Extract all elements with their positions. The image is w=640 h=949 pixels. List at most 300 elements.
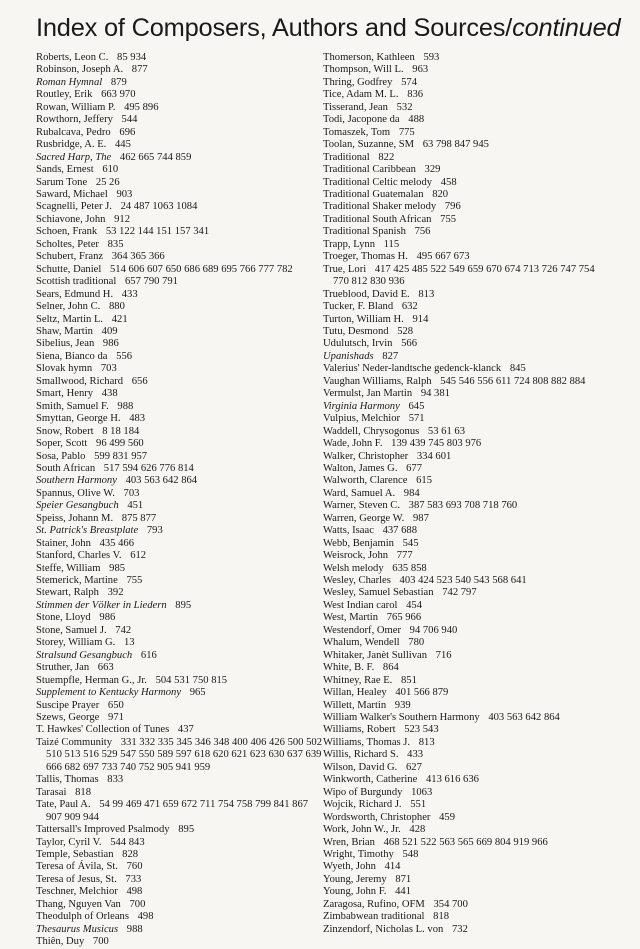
entry-pages: 334 601 xyxy=(416,450,452,462)
index-entry xyxy=(323,824,613,836)
entry-name: Routley, Erik xyxy=(36,89,93,101)
entry-pages: 8 18 184 xyxy=(102,425,140,437)
entry-name: Thomerson, Kathleen xyxy=(323,52,415,63)
index-entry xyxy=(36,774,326,786)
entry-pages: 364 365 366 xyxy=(111,251,165,263)
entry-name: Traditional Spanish xyxy=(323,226,406,238)
index-entry xyxy=(323,289,613,301)
entry-pages: 780 xyxy=(408,637,425,649)
entry-pages: 875 877 xyxy=(121,512,157,524)
index-entry xyxy=(323,724,613,736)
page-title xyxy=(36,12,621,44)
entry-pages: 703 xyxy=(123,487,140,499)
entry-pages: 645 xyxy=(408,400,425,412)
entry-name: Wren, Brian xyxy=(323,836,375,848)
index-entry xyxy=(323,52,613,64)
entry-name: Wade, John F. xyxy=(323,438,383,450)
entry-name: Stralsund Gesangbuch xyxy=(36,649,133,661)
entry-name: Zaragosa, Rufino, OFM xyxy=(323,898,425,910)
entry-pages: 733 xyxy=(125,873,142,885)
index-entry xyxy=(36,264,326,276)
entry-name: Troeger, Thomas H. xyxy=(323,251,408,263)
index-column-right xyxy=(323,52,613,936)
index-entry xyxy=(323,214,613,226)
entry-pages: 96 499 560 xyxy=(96,438,144,450)
entry-pages: 732 xyxy=(451,923,468,935)
entry-name: Warren, George W. xyxy=(323,512,405,524)
entry-pages: 914 xyxy=(412,313,429,325)
entry-name: Walworth, Clarence xyxy=(323,475,408,487)
entry-pages: 988 xyxy=(126,923,143,935)
entry-pages: 414 xyxy=(384,861,401,873)
entry-pages: 610 xyxy=(102,164,119,176)
entry-pages: 615 xyxy=(416,475,432,487)
index-entry xyxy=(323,376,613,388)
entry-name: Sosa, Pablo xyxy=(36,450,86,462)
entry-name: Taylor, Cyril V. xyxy=(36,836,102,848)
entry-name: Stemerick, Martine xyxy=(36,575,118,587)
entry-name: St. Patrick's Breastplate xyxy=(36,525,139,537)
index-entry xyxy=(323,700,613,712)
index-entry xyxy=(36,500,326,512)
entry-name: Smart, Henry xyxy=(36,388,94,400)
entry-pages: 864 xyxy=(382,662,399,674)
entry-name: Willan, Healey xyxy=(323,687,387,699)
entry-name: Sears, Edmund H. xyxy=(36,288,114,300)
index-entry xyxy=(36,662,326,674)
entry-name: Snow, Robert xyxy=(36,425,94,437)
entry-name: Zinzendorf, Nicholas L. von xyxy=(323,923,444,935)
entry-pages: 1063 xyxy=(411,786,433,798)
entry-name: Roman Hymnal xyxy=(36,76,103,88)
entry-name: Sarum Tone xyxy=(36,176,88,188)
entry-name: Smallwood, Richard xyxy=(36,375,124,387)
index-entry xyxy=(323,612,613,624)
entry-pages: 514 606 607 650 686 689 695 766 777 782 xyxy=(109,263,293,275)
index-entry xyxy=(323,201,613,213)
index-entry xyxy=(36,550,326,562)
index-entry xyxy=(323,550,613,562)
index-entry xyxy=(323,326,613,338)
entry-name: Steffe, William xyxy=(36,562,101,574)
index-entry xyxy=(323,662,613,674)
entry-pages: 517 594 626 776 814 xyxy=(103,462,194,474)
index-entry xyxy=(323,861,613,873)
entry-name: Willis, Richard S. xyxy=(323,749,399,761)
page-title-continued: continued xyxy=(512,14,621,42)
entry-pages: 544 xyxy=(121,114,138,126)
index-entry xyxy=(36,164,326,176)
entry-name: Traditional South African xyxy=(323,213,432,225)
entry-name: Taizé Community xyxy=(36,736,113,748)
entry-pages: 445 xyxy=(114,139,131,151)
entry-name: Smith, Samuel F. xyxy=(36,400,109,412)
index-entry xyxy=(36,289,326,301)
entry-pages: 403 424 523 540 543 568 641 xyxy=(399,575,527,587)
index-entry xyxy=(36,189,326,201)
index-entry xyxy=(323,625,613,637)
entry-pages: 483 xyxy=(129,413,146,425)
entry-pages: 657 790 791 xyxy=(124,276,178,288)
entry-pages: 965 xyxy=(189,687,206,699)
index-entry xyxy=(36,438,326,450)
index-entry xyxy=(36,226,326,238)
entry-pages: 545 xyxy=(402,537,419,549)
index-entry xyxy=(323,438,613,450)
entry-pages: 523 543 xyxy=(404,724,439,736)
index-entry xyxy=(323,226,613,238)
entry-name: Traditional Celtic melody xyxy=(323,176,433,188)
index-entry xyxy=(323,899,613,911)
index-entry xyxy=(323,388,613,400)
entry-pages: 963 xyxy=(412,64,429,76)
entry-pages: 437 688 xyxy=(382,525,418,537)
index-entry xyxy=(36,861,326,873)
entry-pages: 331 332 335 345 346 348 400 406 426 500 502 510 513 516 529 547 550 589 597 618 620 621 623 630 637 639 666 682 697 733 740 752 905 941 959 xyxy=(46,736,322,773)
entry-name: Traditional Shaker melody xyxy=(323,201,437,213)
entry-name: Thesaurus Musicus xyxy=(36,923,119,935)
index-entry xyxy=(36,837,326,849)
entry-pages: 488 xyxy=(408,114,425,126)
entry-name: Williams, Robert xyxy=(323,724,396,736)
entry-name: Scholtes, Peter xyxy=(36,238,99,250)
entry-pages: 871 xyxy=(395,873,412,885)
entry-pages: 548 xyxy=(402,849,419,860)
entry-name: Vaughan Williams, Ralph xyxy=(323,375,432,387)
index-entry xyxy=(323,587,613,599)
entry-name: Slovak hymn xyxy=(36,363,93,375)
index-entry xyxy=(36,675,326,687)
index-entry xyxy=(323,314,613,326)
entry-name: Webb, Benjamin xyxy=(323,537,394,549)
entry-name: Warner, Steven C. xyxy=(323,500,400,512)
index-entry xyxy=(323,837,613,849)
entry-name: West Indian carol xyxy=(323,599,398,611)
entry-pages: 417 425 485 522 549 659 670 674 713 726 747 754 770 812 830 936 xyxy=(333,263,595,288)
index-entry xyxy=(36,363,326,375)
entry-name: Winkworth, Catherine xyxy=(323,774,418,786)
entry-name: T. Hawkes' Collection of Tunes xyxy=(36,724,170,736)
entry-name: Whitney, Rae E. xyxy=(323,674,393,686)
entry-name: Walker, Christopher xyxy=(323,450,409,462)
entry-pages: 663 xyxy=(97,662,114,674)
entry-name: Udulutsch, Irvin xyxy=(323,338,393,350)
index-entry xyxy=(323,363,613,375)
entry-name: Speier Gesangbuch xyxy=(36,500,119,512)
index-entry xyxy=(323,102,613,114)
entry-name: Speiss, Johann M. xyxy=(36,512,114,524)
entry-pages: 827 xyxy=(382,350,399,362)
entry-pages: 879 xyxy=(110,76,127,88)
entry-name: Valerius' Neder-landtsche gedenck-klanck xyxy=(323,363,502,375)
entry-name: Schubert, Franz xyxy=(36,251,104,263)
entry-name: Weisrock, John xyxy=(323,550,389,562)
entry-name: Wesley, Charles xyxy=(323,575,391,587)
entry-name: Trapp, Lynn xyxy=(323,238,375,250)
entry-name: Suscipe Prayer xyxy=(36,699,100,711)
entry-pages: 755 xyxy=(440,213,457,225)
entry-name: Szews, George xyxy=(36,712,100,724)
entry-pages: 939 xyxy=(394,699,411,711)
entry-name: Virginia Harmony xyxy=(323,400,400,412)
entry-name: Whitaker, Janèt Sullivan xyxy=(323,649,428,661)
entry-pages: 986 xyxy=(102,338,119,350)
entry-pages: 437 xyxy=(177,724,194,736)
index-entry xyxy=(323,525,613,537)
index-entry xyxy=(323,251,613,263)
entry-pages: 650 xyxy=(107,699,124,711)
index-entry xyxy=(323,812,613,824)
index-entry xyxy=(36,401,326,413)
entry-name: Sacred Harp, The xyxy=(36,151,112,163)
index-entry xyxy=(323,114,613,126)
entry-name: Wojcik, Richard J. xyxy=(323,799,402,811)
index-entry xyxy=(323,924,613,936)
entry-pages: 677 xyxy=(406,462,423,474)
entry-pages: 139 439 745 803 976 xyxy=(391,438,482,450)
index-entry xyxy=(323,338,613,350)
entry-name: Tisserand, Jean xyxy=(323,101,388,113)
entry-name: Supplement to Kentucky Harmony xyxy=(36,687,182,699)
entry-name: Turton, William H. xyxy=(323,313,404,325)
index-entry xyxy=(323,177,613,189)
entry-pages: 822 xyxy=(378,151,395,163)
index-entry xyxy=(323,799,613,811)
entry-name: Work, John W., Jr. xyxy=(323,824,401,836)
index-entry xyxy=(323,401,613,413)
entry-pages: 912 xyxy=(114,213,130,225)
entry-name: Stimmen der Völker in Liedern xyxy=(36,599,167,611)
index-entry xyxy=(36,600,326,612)
entry-name: Smyttan, George H. xyxy=(36,413,121,425)
index-entry xyxy=(36,314,326,326)
index-entry xyxy=(323,737,613,749)
entry-pages: 742 xyxy=(115,624,132,636)
entry-name: Toolan, Suzanne, SM xyxy=(323,139,415,151)
entry-name: Shaw, Martin xyxy=(36,325,93,337)
entry-name: White, B. F. xyxy=(323,662,375,674)
entry-name: Schoen, Frank xyxy=(36,226,98,238)
index-entry xyxy=(36,139,326,151)
entry-name: Rubalcava, Pedro xyxy=(36,126,111,138)
entry-pages: 566 xyxy=(401,338,417,350)
index-entry xyxy=(323,239,613,251)
index-entry xyxy=(36,625,326,637)
entry-pages: 632 xyxy=(401,301,418,313)
index-entry xyxy=(323,538,613,550)
index-entry xyxy=(36,886,326,898)
index-entry xyxy=(323,301,613,313)
entry-name: Tate, Paul A. xyxy=(36,799,91,811)
entry-pages: 820 xyxy=(432,188,449,200)
entry-name: Willett, Martin xyxy=(323,699,387,711)
entry-pages: 845 xyxy=(509,363,526,375)
entry-name: Scottish traditional xyxy=(36,276,117,288)
entry-name: West, Martin xyxy=(323,612,379,624)
entry-pages: 528 xyxy=(397,325,414,337)
index-entry xyxy=(36,849,326,861)
index-entry xyxy=(36,899,326,911)
index-entry xyxy=(323,762,613,774)
entry-pages: 94 706 940 xyxy=(409,624,458,636)
index-entry xyxy=(36,301,326,313)
entry-name: Trueblood, David E. xyxy=(323,288,410,300)
entry-name: Wilson, David G. xyxy=(323,761,398,773)
entry-name: Sibelius, Jean xyxy=(36,338,95,350)
entry-name: Scagnelli, Peter J. xyxy=(36,201,112,213)
entry-name: Wesley, Samuel Sebastian xyxy=(323,587,434,599)
entry-name: Thompson, Will L. xyxy=(323,64,404,76)
entry-name: Sands, Ernest xyxy=(36,164,94,176)
entry-pages: 354 700 xyxy=(433,898,468,910)
entry-name: Storey, William G. xyxy=(36,637,116,649)
entry-name: Teresa of Jesus, St. xyxy=(36,873,117,885)
index-entry xyxy=(36,239,326,251)
entry-name: Teschner, Melchior xyxy=(36,886,118,898)
entry-pages: 793 xyxy=(146,525,163,537)
index-entry xyxy=(36,587,326,599)
index-entry xyxy=(323,164,613,176)
index-entry xyxy=(36,376,326,388)
entry-pages: 813 xyxy=(418,288,435,300)
entry-pages: 828 xyxy=(122,849,139,860)
entry-pages: 775 xyxy=(398,126,415,138)
entry-pages: 742 797 xyxy=(442,587,477,599)
entry-name: Watts, Isaac xyxy=(323,525,374,537)
entry-name: Wipo of Burgundy xyxy=(323,786,403,798)
index-entry xyxy=(36,251,326,263)
entry-pages: 403 563 642 864 xyxy=(125,475,198,487)
index-entry xyxy=(323,463,613,475)
index-entry xyxy=(36,924,326,936)
index-entry xyxy=(323,600,613,612)
entry-name: Theodulph of Orleans xyxy=(36,911,129,923)
index-entry xyxy=(36,911,326,923)
entry-pages: 593 xyxy=(423,52,440,63)
index-entry xyxy=(323,139,613,151)
index-entry xyxy=(36,488,326,500)
entry-name: Tarasai xyxy=(36,786,67,798)
entry-name: Southern Harmony xyxy=(36,475,117,487)
index-entry xyxy=(36,575,326,587)
entry-pages: 760 xyxy=(126,861,143,873)
index-entry xyxy=(323,911,613,923)
index-entry xyxy=(36,724,326,736)
entry-pages: 498 xyxy=(126,886,143,898)
index-entry xyxy=(323,127,613,139)
index-entry xyxy=(36,338,326,350)
entry-name: Thring, Godfrey xyxy=(323,76,393,88)
entry-name: Soper, Scott xyxy=(36,438,88,450)
entry-name: Wyeth, John xyxy=(323,861,376,873)
entry-pages: 696 xyxy=(119,126,136,138)
entry-pages: 435 466 xyxy=(99,537,134,549)
entry-pages: 428 xyxy=(409,824,426,836)
entry-pages: 392 xyxy=(107,587,124,599)
entry-pages: 13 xyxy=(123,637,135,649)
index-entry xyxy=(36,525,326,537)
entry-pages: 115 xyxy=(383,238,400,250)
index-entry xyxy=(36,326,326,338)
entry-pages: 627 xyxy=(405,761,422,773)
entry-name: Selner, John C. xyxy=(36,301,101,313)
index-entry xyxy=(323,787,613,799)
entry-pages: 988 xyxy=(117,400,134,412)
entry-name: Tallis, Thomas xyxy=(36,774,99,786)
entry-pages: 387 583 693 708 718 760 xyxy=(408,500,518,512)
index-entry xyxy=(323,152,613,164)
entry-pages: 433 xyxy=(121,288,138,300)
entry-name: Spannus, Olive W. xyxy=(36,487,115,499)
index-entry xyxy=(36,612,326,624)
index-entry xyxy=(323,77,613,89)
entry-name: Stewart, Ralph xyxy=(36,587,99,599)
index-entry xyxy=(36,177,326,189)
entry-name: Whalum, Wendell xyxy=(323,637,400,649)
index-entry xyxy=(36,214,326,226)
entry-pages: 716 xyxy=(435,649,452,661)
entry-name: Stone, Lloyd xyxy=(36,612,91,624)
index-entry xyxy=(323,451,613,463)
entry-pages: 765 966 xyxy=(386,612,422,624)
entry-pages: 836 xyxy=(407,89,424,101)
entry-pages: 25 26 xyxy=(95,176,120,188)
entry-name: Wordsworth, Christopher xyxy=(323,811,431,823)
page-title-main: Index of Composers, Authors and Sources/ xyxy=(36,14,513,42)
entry-pages: 700 xyxy=(92,936,109,948)
entry-pages: 700 xyxy=(129,898,146,910)
entry-pages: 468 521 522 563 565 669 804 919 966 xyxy=(383,836,548,848)
index-entry xyxy=(36,89,326,101)
entry-pages: 851 xyxy=(400,674,417,686)
entry-name: Traditional Guatemalan xyxy=(323,188,424,200)
entry-name: Wright, Timothy xyxy=(323,849,394,860)
entry-name: South African xyxy=(36,462,96,474)
index-entry xyxy=(323,426,613,438)
entry-name: Tomaszek, Tom xyxy=(323,126,391,138)
entry-pages: 833 xyxy=(107,774,124,786)
index-entry xyxy=(323,849,613,861)
entry-name: Tutu, Desmond xyxy=(323,325,389,337)
entry-pages: 458 xyxy=(440,176,457,188)
index-entry xyxy=(323,637,613,649)
entry-name: Roberts, Leon C. xyxy=(36,52,109,63)
entry-name: Zimbabwean traditional xyxy=(323,911,425,923)
index-entry xyxy=(36,351,326,363)
entry-pages: 63 798 847 945 xyxy=(422,139,489,151)
index-entry xyxy=(36,637,326,649)
entry-pages: 986 xyxy=(99,612,116,624)
entry-name: Stainer, John xyxy=(36,537,91,549)
index-entry xyxy=(36,64,326,76)
index-entry xyxy=(36,127,326,139)
entry-name: Temple, Sebastian xyxy=(36,849,114,860)
entry-pages: 409 xyxy=(101,325,118,337)
entry-pages: 755 xyxy=(126,575,143,587)
index-entry xyxy=(323,64,613,76)
index-entry xyxy=(36,563,326,575)
entry-name: Vulpius, Melchior xyxy=(323,413,401,425)
entry-pages: 24 487 1063 1084 xyxy=(120,201,198,213)
entry-name: Tice, Adam M. L. xyxy=(323,89,399,101)
entry-pages: 556 xyxy=(116,350,133,362)
index-entry xyxy=(36,52,326,64)
entry-pages: 877 xyxy=(131,64,148,76)
entry-name: Traditional Caribbean xyxy=(323,164,416,176)
entry-pages: 401 566 879 xyxy=(395,687,449,699)
entry-pages: 94 381 xyxy=(420,388,450,400)
index-entry xyxy=(323,774,613,786)
